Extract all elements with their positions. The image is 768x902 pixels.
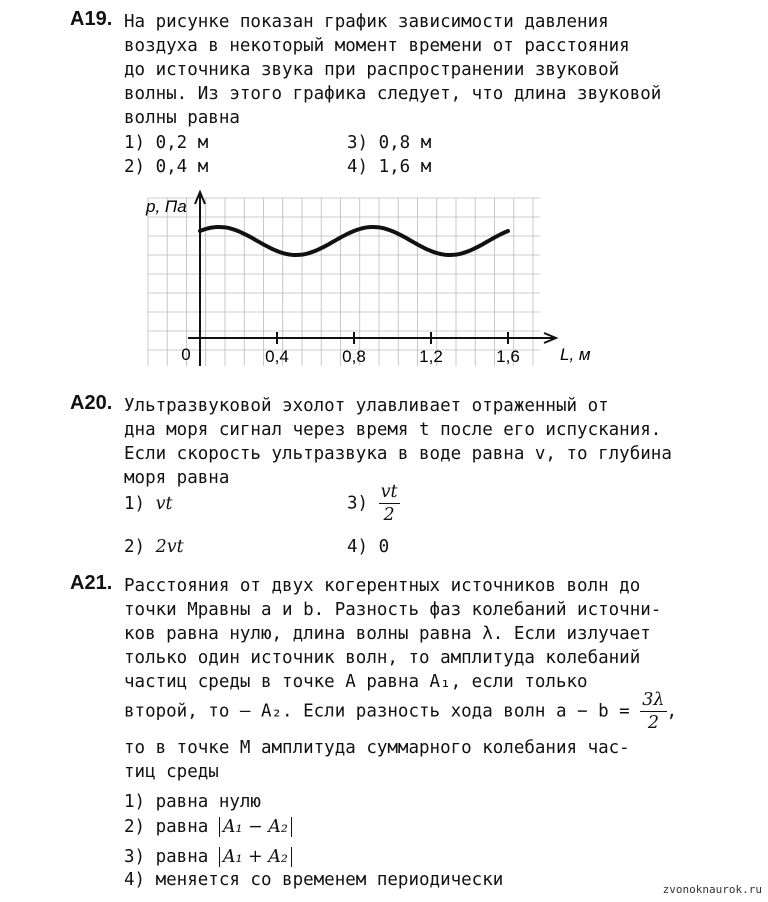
answer-option[interactable] (124, 817, 292, 837)
axes (188, 192, 556, 366)
curve-layer (200, 227, 508, 255)
comma: , (666, 701, 678, 722)
option-label: 3) (347, 493, 369, 514)
answer-option[interactable] (124, 537, 184, 557)
answer-option[interactable]: 3) 0,8 м (347, 133, 432, 153)
fraction (640, 689, 666, 734)
x-tick-label: 0,4 (265, 347, 289, 366)
text-line: Ультразвуковой эхолот улавливает отраженный от (124, 396, 609, 416)
option-label: 2) равна (124, 817, 209, 837)
text-line: волны. Из этого графика следует, что длина звуковой (124, 84, 662, 104)
text-line: до источника звука при распространении звуковой (124, 60, 620, 80)
pressure-curve (200, 227, 508, 255)
pressure-graph (140, 188, 600, 378)
answer-option[interactable]: 2) 0,4 м (124, 157, 209, 177)
fraction-numerator: vt (380, 482, 398, 502)
option-label: 2) (124, 537, 146, 557)
text-line: дна моря сигнал через время t после его испускания. (124, 420, 662, 440)
text-line: воздуха в некоторый момент времени от расстояния (124, 36, 630, 56)
answer-option[interactable] (347, 481, 400, 526)
question-text-continued (124, 736, 664, 784)
text-line: волны равна (124, 108, 240, 128)
fraction (379, 481, 400, 526)
fraction-denominator: 2 (383, 505, 395, 525)
text-line: второй, то — A₂. Если разность хода волн a − b = (124, 701, 630, 722)
answer-option[interactable]: 4) 0 (347, 537, 390, 557)
x-axis-label: L, м (560, 345, 591, 364)
answer-option[interactable]: 4) 1,6 м (347, 157, 432, 177)
absolute-value: A₁ + A₂ (219, 847, 292, 867)
fraction-denominator: 2 (647, 713, 659, 733)
answer-option[interactable]: 1) 0,2 м (124, 133, 209, 153)
option-label: 1) (124, 494, 146, 514)
text-line: только один источник волн, то амплитуда колебаний (124, 648, 641, 668)
labels-layer (145, 197, 591, 366)
absolute-value: A₁ − A₂ (219, 817, 292, 837)
grid (148, 198, 540, 366)
x-tick-label: 1,6 (496, 347, 520, 366)
text-line: тиц среды (124, 762, 219, 782)
answer-option[interactable]: 4) меняется со временем периодически (124, 870, 504, 890)
question-number: A20. (70, 392, 113, 414)
question-text (124, 574, 664, 694)
option-value: vt (155, 494, 173, 514)
text-line: ков равна нулю, длина волны равна λ. Если излучает (124, 624, 651, 644)
answer-option[interactable] (124, 847, 292, 867)
question-text (124, 394, 672, 490)
answer-option[interactable] (124, 494, 173, 514)
option-value: 2vt (155, 537, 184, 557)
x-tick-label: 1,2 (419, 347, 443, 366)
option-label: 3) равна (124, 847, 209, 867)
watermark: zvonoknaurok.ru (662, 883, 762, 896)
text-line: моря равна (124, 468, 230, 488)
origin-label: 0 (181, 345, 191, 364)
text-line: точки Mравны a и b. Разность фаз колебаний источни- (124, 600, 662, 620)
text-line: то в точке M амплитуда суммарного колебания час- (124, 738, 630, 758)
y-axis-label: p, Па (146, 197, 187, 216)
answer-option[interactable]: 1) равна нулю (124, 792, 261, 812)
fraction-numerator: 3λ (642, 690, 665, 710)
text-line: Расстояния от двух когерентных источников волн до (124, 576, 641, 596)
question-text (124, 10, 664, 130)
text-line: Если скорость ультразвука в воде равна v, то глубина (124, 444, 672, 464)
text-line: частиц среды в точке A равна A₁, если только (124, 672, 588, 692)
text-line: На рисунке показан график зависимости давления (124, 12, 609, 32)
question-number: A19. (70, 8, 113, 30)
x-tick-label: 0,8 (342, 347, 366, 366)
question-number: A21. (70, 572, 113, 594)
text-line-with-fraction (124, 689, 677, 734)
